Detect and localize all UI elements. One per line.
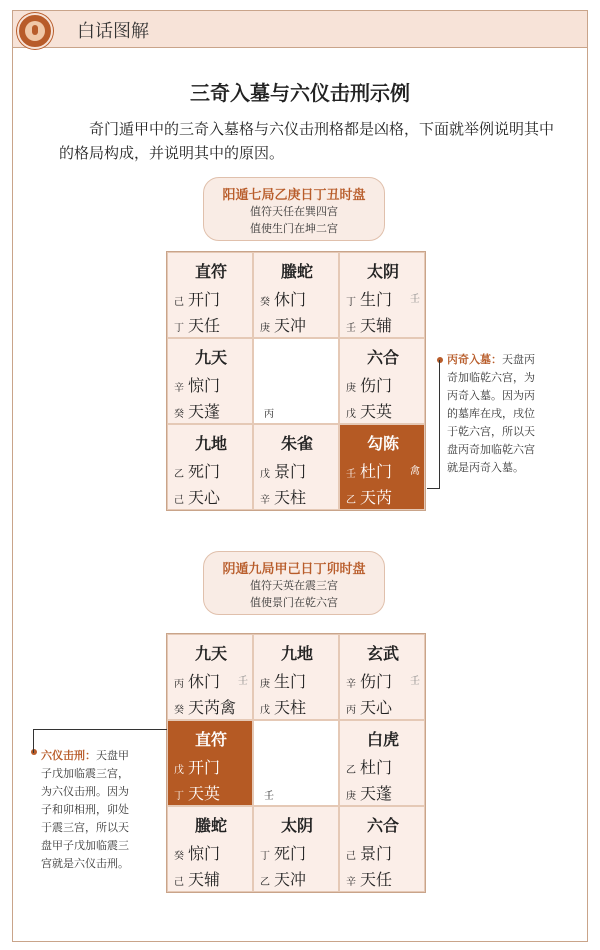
chart1-cell-3 — [339, 252, 425, 338]
stem-label: 癸 — [174, 705, 184, 716]
chart1-note-connector — [439, 360, 440, 488]
chart1-note-head: 丙奇入墓： — [447, 353, 502, 366]
stem-label: 丁 — [346, 297, 356, 308]
stem-label: 辛 — [346, 877, 356, 888]
chart2-cell-row1 — [174, 669, 220, 692]
page-title: 三奇入墓与六仪击刑示例 — [190, 81, 410, 105]
chart2-cell-6 — [339, 720, 425, 806]
stem-label: 辛 — [260, 495, 270, 506]
chart2-cell-7 — [167, 806, 253, 892]
stem-label: 己 — [174, 495, 184, 506]
chart1-note — [447, 351, 579, 477]
chart2-cell-star: 太阴 — [280, 816, 313, 835]
page — [12, 10, 588, 942]
door-label: 杜门 — [360, 462, 393, 481]
chart1-highlight-cell — [339, 424, 425, 510]
door-label: 死门 — [274, 844, 307, 863]
chart1-cell-row1 — [260, 287, 306, 310]
stem-label: 戊 — [346, 409, 356, 420]
chart2-cell-3 — [339, 634, 425, 720]
star-label: 天蓬 — [188, 402, 221, 421]
stem-label: 丁 — [260, 851, 270, 862]
door-label: 惊门 — [188, 844, 221, 863]
stem-label: 丙 — [346, 705, 356, 716]
stem-label: 己 — [346, 851, 356, 862]
chart1-cell-row1 — [174, 373, 220, 396]
door-label: 伤门 — [360, 376, 393, 395]
stem-label: 癸 — [174, 409, 184, 420]
chart2-note-line: 天盘甲 — [96, 749, 129, 762]
chart1-cell-row1 — [174, 459, 220, 482]
chart1-note-line: 天盘丙 — [502, 353, 535, 366]
extra-stem-label: 禽 — [410, 466, 420, 477]
chart2-cell-row2 — [174, 695, 236, 718]
star-label: 天冲 — [274, 870, 307, 889]
logo-mark — [32, 25, 38, 35]
chart2-cell-1 — [167, 634, 253, 720]
stem-label: 己 — [174, 877, 184, 888]
chart1-cell-row1 — [346, 373, 392, 396]
chart1-cell-row2 — [174, 399, 220, 422]
chart2-cell-row1 — [346, 841, 392, 864]
chart1-cell-row1 — [260, 459, 306, 482]
extra-stem-label: 壬 — [410, 294, 420, 305]
chart2-cell-row1 — [260, 841, 306, 864]
door-label: 惊门 — [188, 376, 221, 395]
chart2-cell-star: 玄武 — [366, 644, 399, 663]
chart1-note-line: 丙奇入墓。因为丙 — [447, 389, 535, 402]
star-label: 天柱 — [274, 488, 307, 507]
chart1-cell-star: 九天 — [194, 348, 227, 367]
chart1-center-cell — [253, 338, 339, 424]
chart2-note-line: 宫就是六仪击刑。 — [41, 857, 129, 870]
star-label: 天心 — [188, 488, 221, 507]
chart2-center-stem: 壬 — [264, 791, 274, 802]
chart2-cell-row2 — [174, 867, 220, 890]
intro-paragraph: 奇门遁甲中的三奇入墓格与六仪击刑格都是凶格，下面就举例说明其中的格局构成，并说明其中的原因。 — [59, 120, 555, 162]
chart1-cell-1 — [167, 252, 253, 338]
chart1-center-stem: 丙 — [264, 409, 274, 420]
star-label: 天英 — [360, 402, 393, 421]
door-label: 休门 — [188, 672, 221, 691]
door-label: 生门 — [274, 672, 307, 691]
chart2-cell-row2 — [260, 867, 306, 890]
stem-label: 戊 — [260, 469, 270, 480]
chart1-cell-star: 六合 — [366, 348, 399, 367]
extra-star-label: 禽 — [220, 698, 237, 717]
chart2-cell-row2 — [346, 695, 392, 718]
chart1-cell-row1 — [346, 459, 392, 482]
chart2-title: 阴遁九局甲己日丁卯时盘 — [222, 562, 366, 577]
chart1-line-1: 值符天任在巽四宫 — [250, 205, 338, 218]
chart2-cell-row2 — [260, 695, 306, 718]
chart2-cell-row1 — [260, 669, 306, 692]
door-label: 休门 — [274, 290, 307, 309]
stem-label: 乙 — [346, 495, 356, 506]
chart2-cell-row1 — [174, 841, 220, 864]
stem-label: 庚 — [346, 791, 356, 802]
chart2-label — [203, 551, 385, 615]
star-label: 天辅 — [360, 316, 393, 335]
chart1-cell-star: 朱雀 — [280, 434, 313, 453]
stem-label: 庚 — [346, 383, 356, 394]
stem-label: 戊 — [260, 705, 270, 716]
chart1-cell-star: 太阴 — [366, 262, 399, 281]
star-label: 天任 — [360, 870, 393, 889]
chart1-cell-8 — [253, 424, 339, 510]
chart2-note-dot — [31, 749, 37, 755]
chart1-cell-row2 — [174, 313, 220, 336]
chart1-cell-row2 — [346, 399, 392, 422]
chart1-cell-6 — [339, 338, 425, 424]
chart1-line-2: 值使生门在坤二宫 — [250, 222, 338, 235]
chart2-cell-star: 九天 — [194, 644, 227, 663]
chart1-grid — [166, 251, 426, 511]
chart1-note-dot — [437, 357, 443, 363]
stem-label: 癸 — [260, 297, 270, 308]
chart2-cell-row1 — [174, 755, 220, 778]
chart2-cell-row1 — [346, 755, 392, 778]
stem-label: 丁 — [174, 791, 184, 802]
chart1-cell-2 — [253, 252, 339, 338]
chart2-cell-star: 九地 — [280, 644, 313, 663]
stem-label: 乙 — [260, 877, 270, 888]
chart1-cell-row2 — [174, 485, 220, 508]
chart1-note-line: 盘丙奇加临乾六宫 — [447, 443, 535, 456]
door-label: 杜门 — [360, 758, 393, 777]
chart2-cell-star: 白虎 — [366, 730, 399, 749]
chart1-cell-7 — [167, 424, 253, 510]
chart2-highlight-cell — [167, 720, 253, 806]
chart2-cell-star: 螣蛇 — [194, 816, 227, 835]
door-label: 死门 — [188, 462, 221, 481]
stem-label: 癸 — [174, 851, 184, 862]
star-label: 天英 — [188, 784, 221, 803]
chart1-cell-star: 九地 — [194, 434, 227, 453]
stem-label: 丁 — [174, 323, 184, 334]
star-label: 天柱 — [274, 698, 307, 717]
stem-label: 壬 — [346, 323, 356, 334]
chart2-cell-row2 — [346, 781, 392, 804]
chart2-cell-star: 六合 — [366, 816, 399, 835]
door-label: 景门 — [360, 844, 393, 863]
chart2-grid — [166, 633, 426, 893]
chart1-note-line: 的墓库在戌，戌位 — [447, 407, 535, 420]
header-title: 白话图解 — [77, 21, 149, 42]
stem-label: 庚 — [260, 679, 270, 690]
chart2-cell-row2 — [346, 867, 392, 890]
chart1-note-line: 奇加临乾六宫，为 — [447, 371, 535, 384]
stem-label: 辛 — [346, 679, 356, 690]
chart1-cell-star: 直符 — [194, 262, 227, 281]
chart1-cell-4 — [167, 338, 253, 424]
chart1-cell-star: 勾陈 — [366, 434, 399, 453]
stem-label: 辛 — [174, 383, 184, 394]
star-label: 天蓬 — [360, 784, 393, 803]
door-label: 景门 — [274, 462, 307, 481]
chart1-note-line: 于乾六宫，所以天 — [447, 425, 535, 438]
chart2-cell-row1 — [346, 669, 392, 692]
chart2-note-line: 子戊加临震三宫， — [41, 767, 129, 780]
chart2-line-2: 值使景门在乾六宫 — [250, 596, 338, 609]
chart1-cell-row2 — [260, 313, 306, 336]
stem-label: 己 — [174, 297, 184, 308]
chart1-cell-row2 — [346, 485, 392, 508]
star-label: 天辅 — [188, 870, 221, 889]
star-label: 天芮 — [188, 698, 221, 717]
extra-stem-label: 壬 — [410, 676, 420, 687]
chart2-center-cell — [253, 720, 339, 806]
chart2-cell-2 — [253, 634, 339, 720]
star-label: 天芮 — [360, 488, 393, 507]
door-label: 伤门 — [360, 672, 393, 691]
star-label: 天心 — [360, 698, 393, 717]
chart2-cell-star: 直符 — [194, 730, 227, 749]
chart2-note — [41, 747, 165, 873]
stem-label: 庚 — [260, 323, 270, 334]
chart1-title: 阳遁七局乙庚日丁丑时盘 — [222, 188, 366, 203]
chart1-note-line: 就是丙奇入墓。 — [447, 461, 524, 474]
chart2-cell-row2 — [174, 781, 220, 804]
chart2-note-line: 子和卯相刑，卯处 — [41, 803, 129, 816]
chart2-note-connector — [33, 729, 34, 753]
chart2-cell-9 — [339, 806, 425, 892]
stem-label: 乙 — [346, 765, 356, 776]
chart2-note-head: 六仪击刑： — [41, 749, 96, 762]
chart2-note-line: 于震三宫，所以天 — [41, 821, 129, 834]
door-label: 开门 — [188, 290, 221, 309]
chart2-note-line: 为六仪击刑。因为 — [41, 785, 129, 798]
chart1-cell-row2 — [260, 485, 306, 508]
header-bar — [13, 11, 587, 48]
chart1-cell-row1 — [346, 287, 392, 310]
chart2-line-1: 值符天英在震三宫 — [250, 579, 338, 592]
door-label: 生门 — [360, 290, 393, 309]
star-label: 天冲 — [274, 316, 307, 335]
chart2-cell-8 — [253, 806, 339, 892]
logo-emblem-icon — [17, 13, 53, 49]
chart1-cell-row2 — [346, 313, 392, 336]
chart1-cell-row1 — [174, 287, 220, 310]
stem-label: 乙 — [174, 469, 184, 480]
door-label: 开门 — [188, 758, 221, 777]
chart1-cell-star: 螣蛇 — [280, 262, 313, 281]
chart1-note-connector-h — [427, 488, 440, 489]
star-label: 天任 — [188, 316, 221, 335]
stem-label: 壬 — [346, 469, 356, 480]
chart1-label — [203, 177, 385, 241]
stem-label: 戊 — [174, 765, 184, 776]
extra-stem-label: 壬 — [238, 676, 248, 687]
stem-label: 丙 — [174, 679, 184, 690]
chart2-note-connector-h — [33, 729, 167, 730]
chart2-note-line: 盘甲子戊加临震三 — [41, 839, 129, 852]
